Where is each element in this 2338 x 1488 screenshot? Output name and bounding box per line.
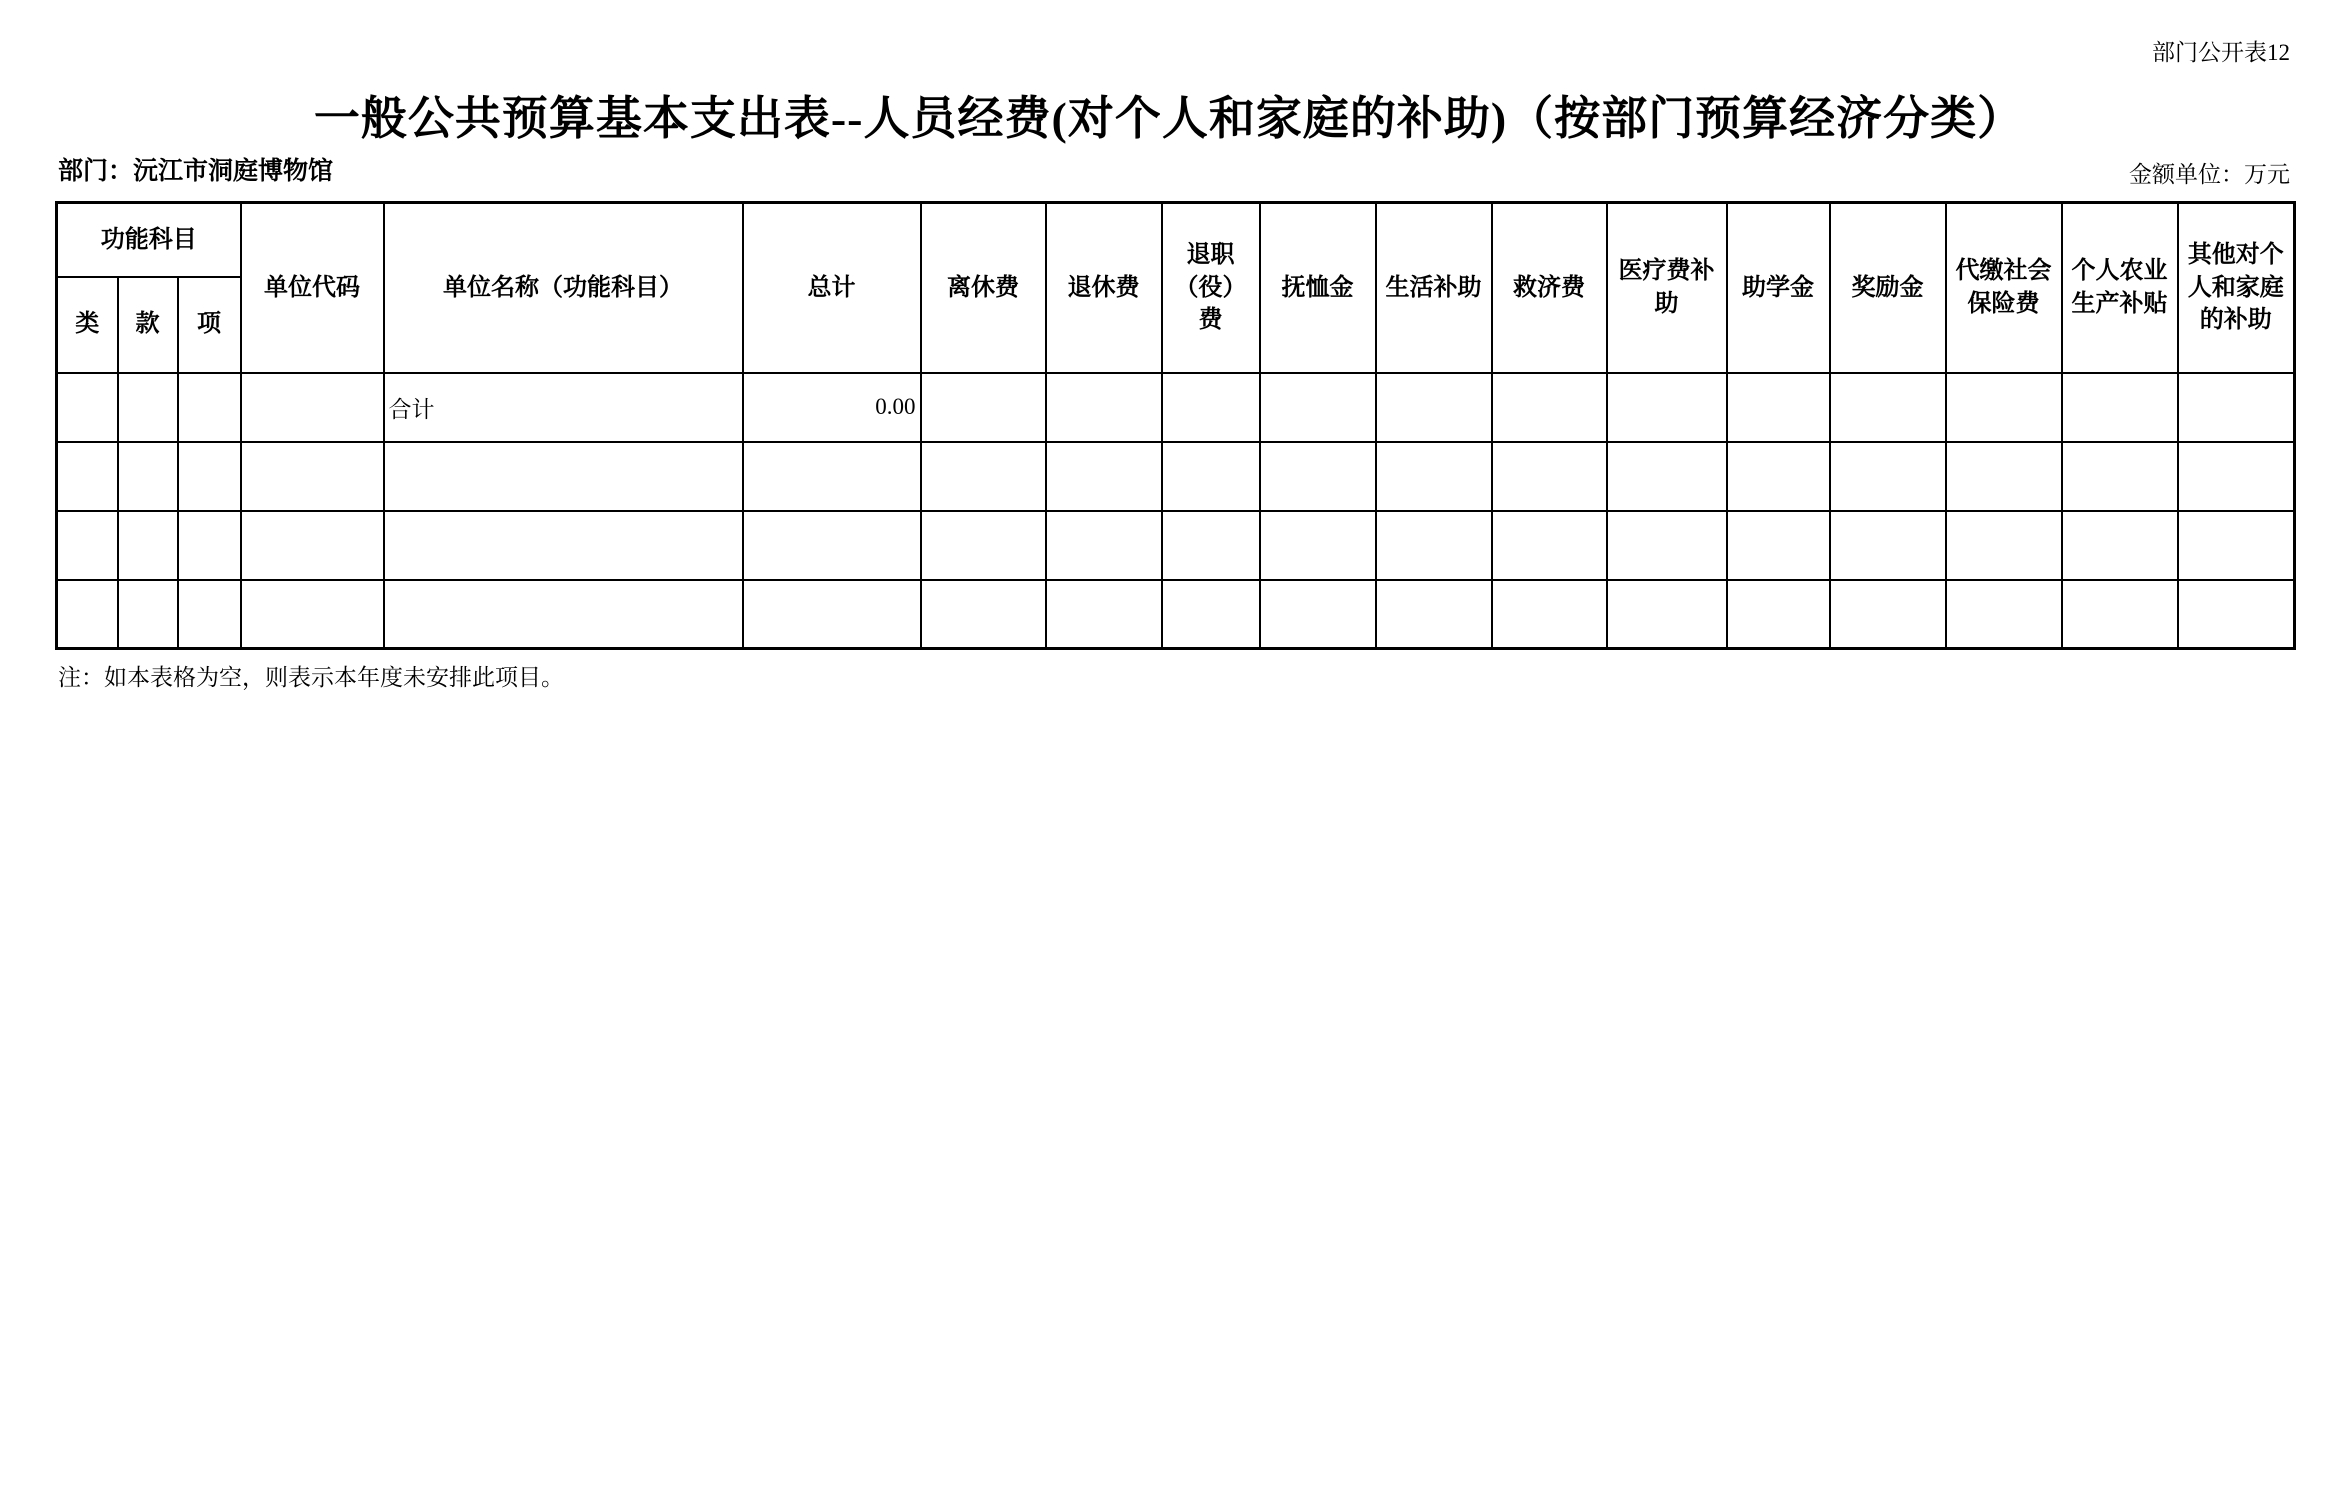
table-cell <box>1376 373 1492 442</box>
table-cell <box>1492 373 1607 442</box>
table-cell <box>118 373 178 442</box>
table-cell <box>1607 511 1727 580</box>
table-cell <box>1727 373 1830 442</box>
table-cell <box>1260 580 1376 649</box>
table-cell <box>57 511 118 580</box>
total-amount-cell: 0.00 <box>743 373 921 442</box>
table-cell <box>178 511 241 580</box>
table-cell <box>241 511 384 580</box>
header-class: 类 <box>57 277 118 373</box>
table-cell <box>2062 580 2178 649</box>
header-other-individual-family-subsidy: 其他对个人和家庭的补助 <box>2178 203 2295 373</box>
table-cell <box>1830 511 1946 580</box>
table-cell <box>1607 442 1727 511</box>
table-cell <box>118 442 178 511</box>
table-cell <box>2062 442 2178 511</box>
footnote: 注：如本表格为空，则表示本年度未安排此项目。 <box>58 665 564 690</box>
table-cell <box>1830 442 1946 511</box>
page-title: 一般公共预算基本支出表--人员经费(对个人和家庭的补助)（按部门预算经济分类） <box>313 93 2025 144</box>
table-cell <box>2178 373 2295 442</box>
table-cell <box>921 580 1046 649</box>
header-total: 总计 <box>743 203 921 373</box>
table-cell <box>1162 442 1260 511</box>
table-cell <box>118 511 178 580</box>
table-cell <box>2062 511 2178 580</box>
table-cell <box>178 373 241 442</box>
header-unit-name: 单位名称（功能科目） <box>384 203 743 373</box>
table-cell <box>241 373 384 442</box>
header-medical-subsidy: 医疗费补助 <box>1607 203 1727 373</box>
table-cell <box>1727 511 1830 580</box>
table-cell <box>1162 511 1260 580</box>
table-row-empty <box>57 580 2295 649</box>
table-cell <box>1727 442 1830 511</box>
table-cell <box>921 373 1046 442</box>
header-reward-fund: 奖励金 <box>1830 203 1946 373</box>
table-cell <box>1376 580 1492 649</box>
table-cell <box>1260 511 1376 580</box>
table-cell <box>178 580 241 649</box>
table-cell <box>1727 580 1830 649</box>
table-cell <box>2062 373 2178 442</box>
table-cell <box>1607 580 1727 649</box>
table-cell <box>1830 580 1946 649</box>
table-cell <box>57 373 118 442</box>
table-cell <box>2178 580 2295 649</box>
table-cell <box>921 442 1046 511</box>
table-cell <box>57 580 118 649</box>
table-cell <box>743 511 921 580</box>
table-cell <box>1946 442 2062 511</box>
amount-unit-label: 金额单位：万元 <box>2129 162 2290 187</box>
header-retirement-pay: 退休费 <box>1046 203 1162 373</box>
header-pension: 抚恤金 <box>1260 203 1376 373</box>
total-row-label: 合计 <box>384 373 743 442</box>
header-scholarship: 助学金 <box>1727 203 1830 373</box>
header-unit-code: 单位代码 <box>241 203 384 373</box>
table-cell <box>2178 442 2295 511</box>
table-cell <box>178 442 241 511</box>
table-cell <box>1260 373 1376 442</box>
table-cell <box>241 442 384 511</box>
table-cell <box>1046 511 1162 580</box>
table-cell <box>1162 580 1260 649</box>
header-agricultural-production-subsidy: 个人农业生产补贴 <box>2062 203 2178 373</box>
table-row-total <box>57 373 2295 442</box>
header-function-subject: 功能科目 <box>57 203 241 277</box>
table-row-empty <box>57 511 2295 580</box>
table-cell <box>384 580 743 649</box>
table-cell <box>1946 580 2062 649</box>
department-label: 部门：沅江市洞庭博物馆 <box>58 158 334 185</box>
table-cell <box>743 442 921 511</box>
table-cell <box>384 511 743 580</box>
table-cell <box>1046 580 1162 649</box>
table-cell <box>1830 373 1946 442</box>
table-cell <box>743 580 921 649</box>
table-cell <box>1492 511 1607 580</box>
table-cell <box>1946 511 2062 580</box>
budget-table <box>55 201 2296 650</box>
table-cell <box>921 511 1046 580</box>
header-severance-pay: 退职（役）费 <box>1162 203 1260 373</box>
header-section: 款 <box>118 277 178 373</box>
table-cell <box>241 580 384 649</box>
table-cell <box>118 580 178 649</box>
table-cell <box>2178 511 2295 580</box>
header-social-insurance-payment: 代缴社会保险费 <box>1946 203 2062 373</box>
table-cell <box>1046 373 1162 442</box>
header-retired-cadre-pay: 离休费 <box>921 203 1046 373</box>
table-cell <box>1492 580 1607 649</box>
table-cell <box>1046 442 1162 511</box>
header-item: 项 <box>178 277 241 373</box>
table-cell <box>57 442 118 511</box>
table-cell <box>1260 442 1376 511</box>
table-cell <box>1492 442 1607 511</box>
form-number-label: 部门公开表12 <box>2152 40 2290 65</box>
table-cell <box>1376 511 1492 580</box>
table-row-empty <box>57 442 2295 511</box>
table-cell <box>1162 373 1260 442</box>
table-cell <box>384 442 743 511</box>
table-cell <box>1376 442 1492 511</box>
header-living-allowance: 生活补助 <box>1376 203 1492 373</box>
table-cell <box>1946 373 2062 442</box>
header-relief-fund: 救济费 <box>1492 203 1607 373</box>
table-cell <box>1607 373 1727 442</box>
